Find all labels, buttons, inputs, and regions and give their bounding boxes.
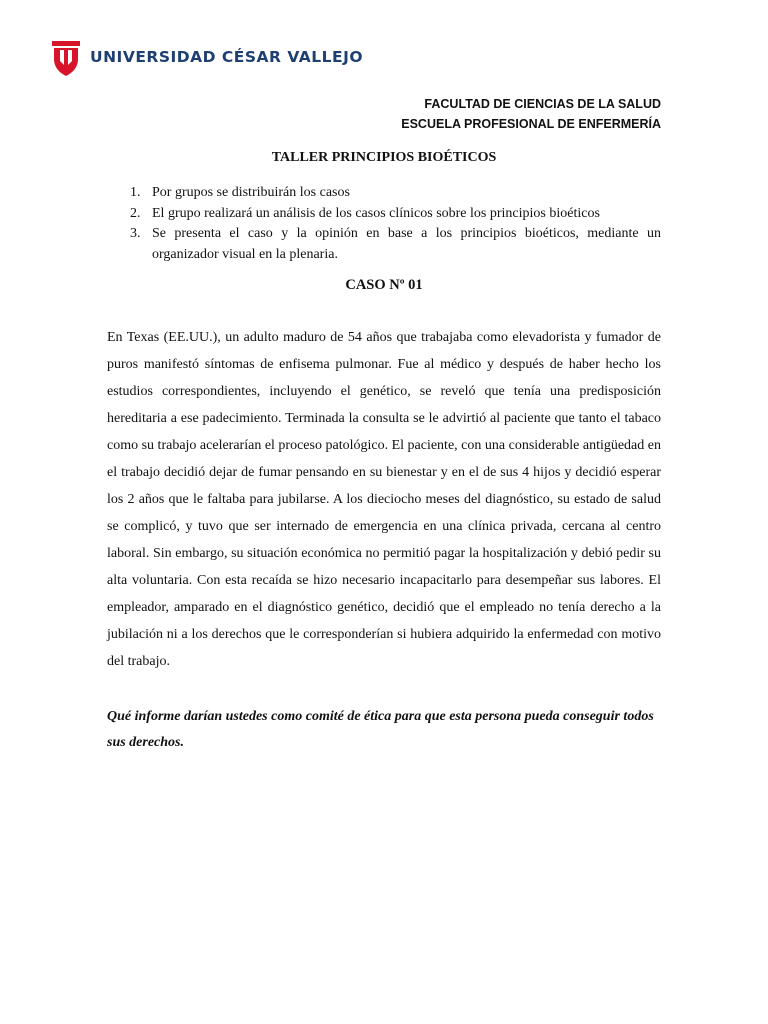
case-question: Qué informe darían ustedes como comité de ética para que esta persona pueda conseguir todos sus derechos. — [107, 709, 654, 750]
step-text: Se presenta el caso y la opinión en base a los principios bioéticos, mediante un organizador visual en la plenaria. — [152, 226, 661, 262]
workshop-steps — [130, 183, 661, 265]
step-item — [130, 224, 661, 265]
faculty-name: FACULTAD DE CIENCIAS DE LA SALUD — [424, 97, 661, 111]
case-title: CASO Nº 01 — [345, 277, 423, 293]
faculty-header — [401, 94, 661, 134]
case-body: En Texas (EE.UU.), un adulto maduro de 54 años que trabajaba como elevadorista y fumador de puros manifestó síntomas de enfisema pulmonar. Fue al médico y después de haber hecho los estudios correspondientes, incluyendo el genético, se reveló que tenía una predisposición hereditaria a ese padecimiento. Terminada la consulta se le advirtió al paciente que tanto el tabaco como su trabajo acelerarían el proceso patológico. El paciente, con una considerable antigüedad en el trabajo decidió dejar de fumar pensando en su bienestar y en el de sus 4 hijos y decidió esperar los 2 años que le faltaba para jubilarse. A los dieciocho meses del diagnóstico, su estado de salud se complicó, y tuvo que ser internado de emergencia en una clínica privada, cercana al centro laboral. Sin embargo, su situación económica no permitió pagar la hospitalización y debió pedir su alta voluntaria. Con esta recaída se hizo necesario incapacitarlo para desempeñar sus labores. El empleador, amparado en el diagnóstico genético, decidió que el empleado no tenía derecho a la jubilación ni a los derechos que le corresponderían si hubiera adquirido la enfermedad con motivo del trabajo. — [107, 330, 661, 669]
workshop-title: TALLER PRINCIPIOS BIOÉTICOS — [271, 150, 497, 165]
university-logo — [50, 36, 363, 78]
step-item — [130, 204, 661, 225]
school-name: ESCUELA PROFESIONAL DE ENFERMERÍA — [401, 117, 661, 131]
step-text: El grupo realizará un análisis de los casos clínicos sobre los principios bioéticos — [152, 205, 600, 221]
step-text: Por grupos se distribuirán los casos — [152, 185, 350, 200]
logo-text: UNIVERSIDAD CÉSAR VALLEJO — [90, 48, 364, 66]
step-item — [130, 183, 661, 204]
university-shield-icon — [50, 37, 82, 77]
step-number: 1. — [130, 185, 141, 200]
step-number: 3. — [130, 226, 141, 241]
step-number: 2. — [130, 205, 141, 221]
